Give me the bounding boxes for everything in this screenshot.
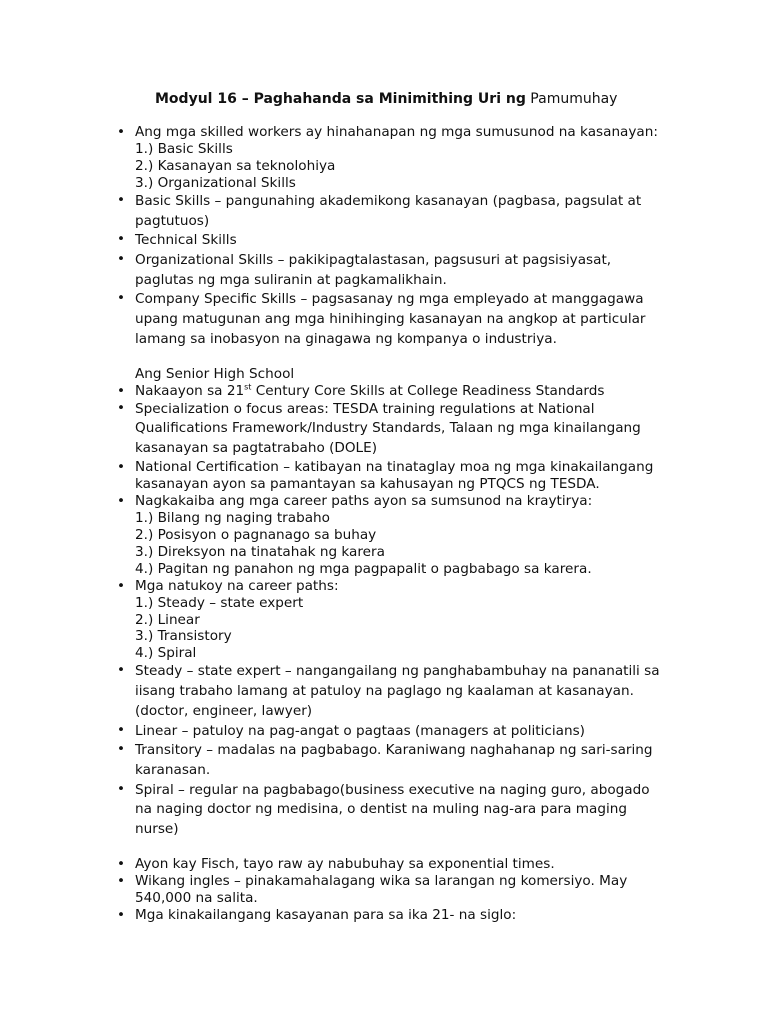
text-line: • Linear – patuloy na pag-angat o pagtaas (managers at politicians) — [135, 722, 585, 739]
list-item — [115, 781, 675, 840]
text-line: kasanayan ayon sa pamantayan sa kahusayan ng PTQCS ng TESDA. — [135, 475, 600, 492]
title-rest: Pamumuhay — [525, 91, 618, 107]
sub-item: 2.) Posisyon o pagnanago sa buhay — [135, 526, 377, 543]
sub-item: 4.) Spiral — [135, 645, 197, 662]
page-title — [155, 91, 617, 109]
spacer — [115, 350, 675, 366]
list-item — [115, 124, 675, 192]
list-item — [115, 383, 675, 400]
superscript: st — [244, 382, 252, 392]
text-line: (doctor, engineer, lawyer) — [135, 702, 313, 719]
sub-item: 3.) Direksyon na tinatahak ng karera — [135, 543, 385, 560]
sub-item: 3.) Organizational Skills — [135, 174, 296, 191]
list-item — [115, 400, 675, 459]
text-line: • Technical Skills — [135, 232, 237, 249]
text-line: • Transitory – madalas na pagbabago. Karaniwang naghahanap ng sari-saring — [135, 742, 653, 759]
text-line: • Steady – state expert – nangangailang ng panghabambuhay na pananatili sa — [135, 663, 660, 680]
list-item — [115, 231, 675, 251]
sub-item: 2.) Kasanayan sa teknolohiya — [135, 157, 336, 174]
text-line: karanasan. — [135, 761, 211, 778]
text-line: pagtutuos) — [135, 212, 210, 229]
text-line: na naging doctor ng medisina, o dentist na muling nag-ara para maging — [135, 801, 627, 818]
sub-item: 3.) Transistory — [135, 628, 232, 645]
text-part: Nakaayon sa 21 — [135, 382, 245, 399]
text-line: 540,000 na salita. — [135, 889, 258, 906]
skills-list — [115, 124, 675, 350]
list-item — [115, 251, 675, 290]
text-part: Century Core Skills at College Readiness Standards — [251, 382, 605, 399]
text-line: kasanayan sa pagtatrabaho (DOLE) — [135, 439, 378, 456]
list-item — [115, 722, 675, 742]
text-line: • Ang mga skilled workers ay hinahanapan ng mga sumusunod na kasanayan: — [135, 124, 658, 140]
list-item — [115, 578, 675, 663]
list-item — [115, 459, 675, 493]
text-line: Qualifications Framework/Industry Standards, Talaan ng mga kinailangang — [135, 420, 641, 437]
text-line: lamang sa inobasyon na ginagawa ng kompanya o industriya. — [135, 330, 557, 347]
sub-item: 4.) Pagitan ng panahon ng mga pagpapalit o pagbabago sa karera. — [135, 560, 592, 577]
list-item — [115, 741, 675, 780]
document-body — [115, 124, 675, 924]
list-item — [115, 192, 675, 231]
list-item — [115, 907, 675, 924]
text-line: nurse) — [135, 821, 179, 838]
text-line: • Mga kinakailangang kasayanan para sa ika 21- na siglo: — [135, 906, 517, 923]
spacer — [115, 840, 675, 856]
text-line: • Company Specific Skills – pagsasanay ng mga empleyado at manggagawa — [135, 291, 644, 308]
text-line: • National Certification – katibayan na tinataglay moa ng mga kinakailangang — [135, 458, 654, 475]
text-line: • Basic Skills – pangunahing akademikong kasanayan (pagbasa, pagsulat at — [135, 192, 642, 209]
sub-item: 1.) Bilang ng naging trabaho — [135, 509, 330, 526]
sub-item: 1.) Basic Skills — [135, 140, 233, 157]
text-line: • Specialization o focus areas: TESDA training regulations at National — [135, 400, 595, 417]
text-line: • Spiral – regular na pagbabago(business executive na naging guro, abogado — [135, 781, 650, 798]
section-heading: Ang Senior High School — [135, 365, 295, 382]
list-item — [115, 856, 675, 873]
text-line: iisang trabaho lamang at patuloy na paglago ng kaalaman at kasanayan. — [135, 683, 634, 700]
text-line: • Ayon kay Fisch, tayo raw ay nabubuhay sa exponential times. — [135, 855, 555, 872]
shs-list — [115, 383, 675, 840]
text-line: upang matugunan ang mga hinihinging kasanayan na angkop at particular — [135, 311, 646, 328]
list-item — [115, 662, 675, 721]
list-item — [115, 290, 675, 349]
list-item — [115, 493, 675, 578]
text-line: paglutas ng mga suliranin at pagkamalikhain. — [135, 271, 447, 288]
text-line: • Mga natukoy na career paths: — [135, 577, 339, 594]
text-line: • Nagkakaiba ang mga career paths ayon sa sumsunod na kraytirya: — [135, 492, 593, 509]
text-line — [135, 383, 675, 400]
closing-list — [115, 856, 675, 924]
list-item — [115, 873, 675, 907]
text-line: • Wikang ingles – pinakamahalagang wika sa larangan ng komersiyo. May — [135, 872, 628, 889]
sub-item: 2.) Linear — [135, 611, 200, 628]
sub-item: 1.) Steady – state expert — [135, 594, 304, 611]
title-bold: Modyul 16 – Paghahanda sa Minimithing Uri ng — [155, 91, 526, 107]
text-line: • Organizational Skills – pakikipagtalastasan, pagsusuri at pagsisiyasat, — [135, 252, 612, 269]
